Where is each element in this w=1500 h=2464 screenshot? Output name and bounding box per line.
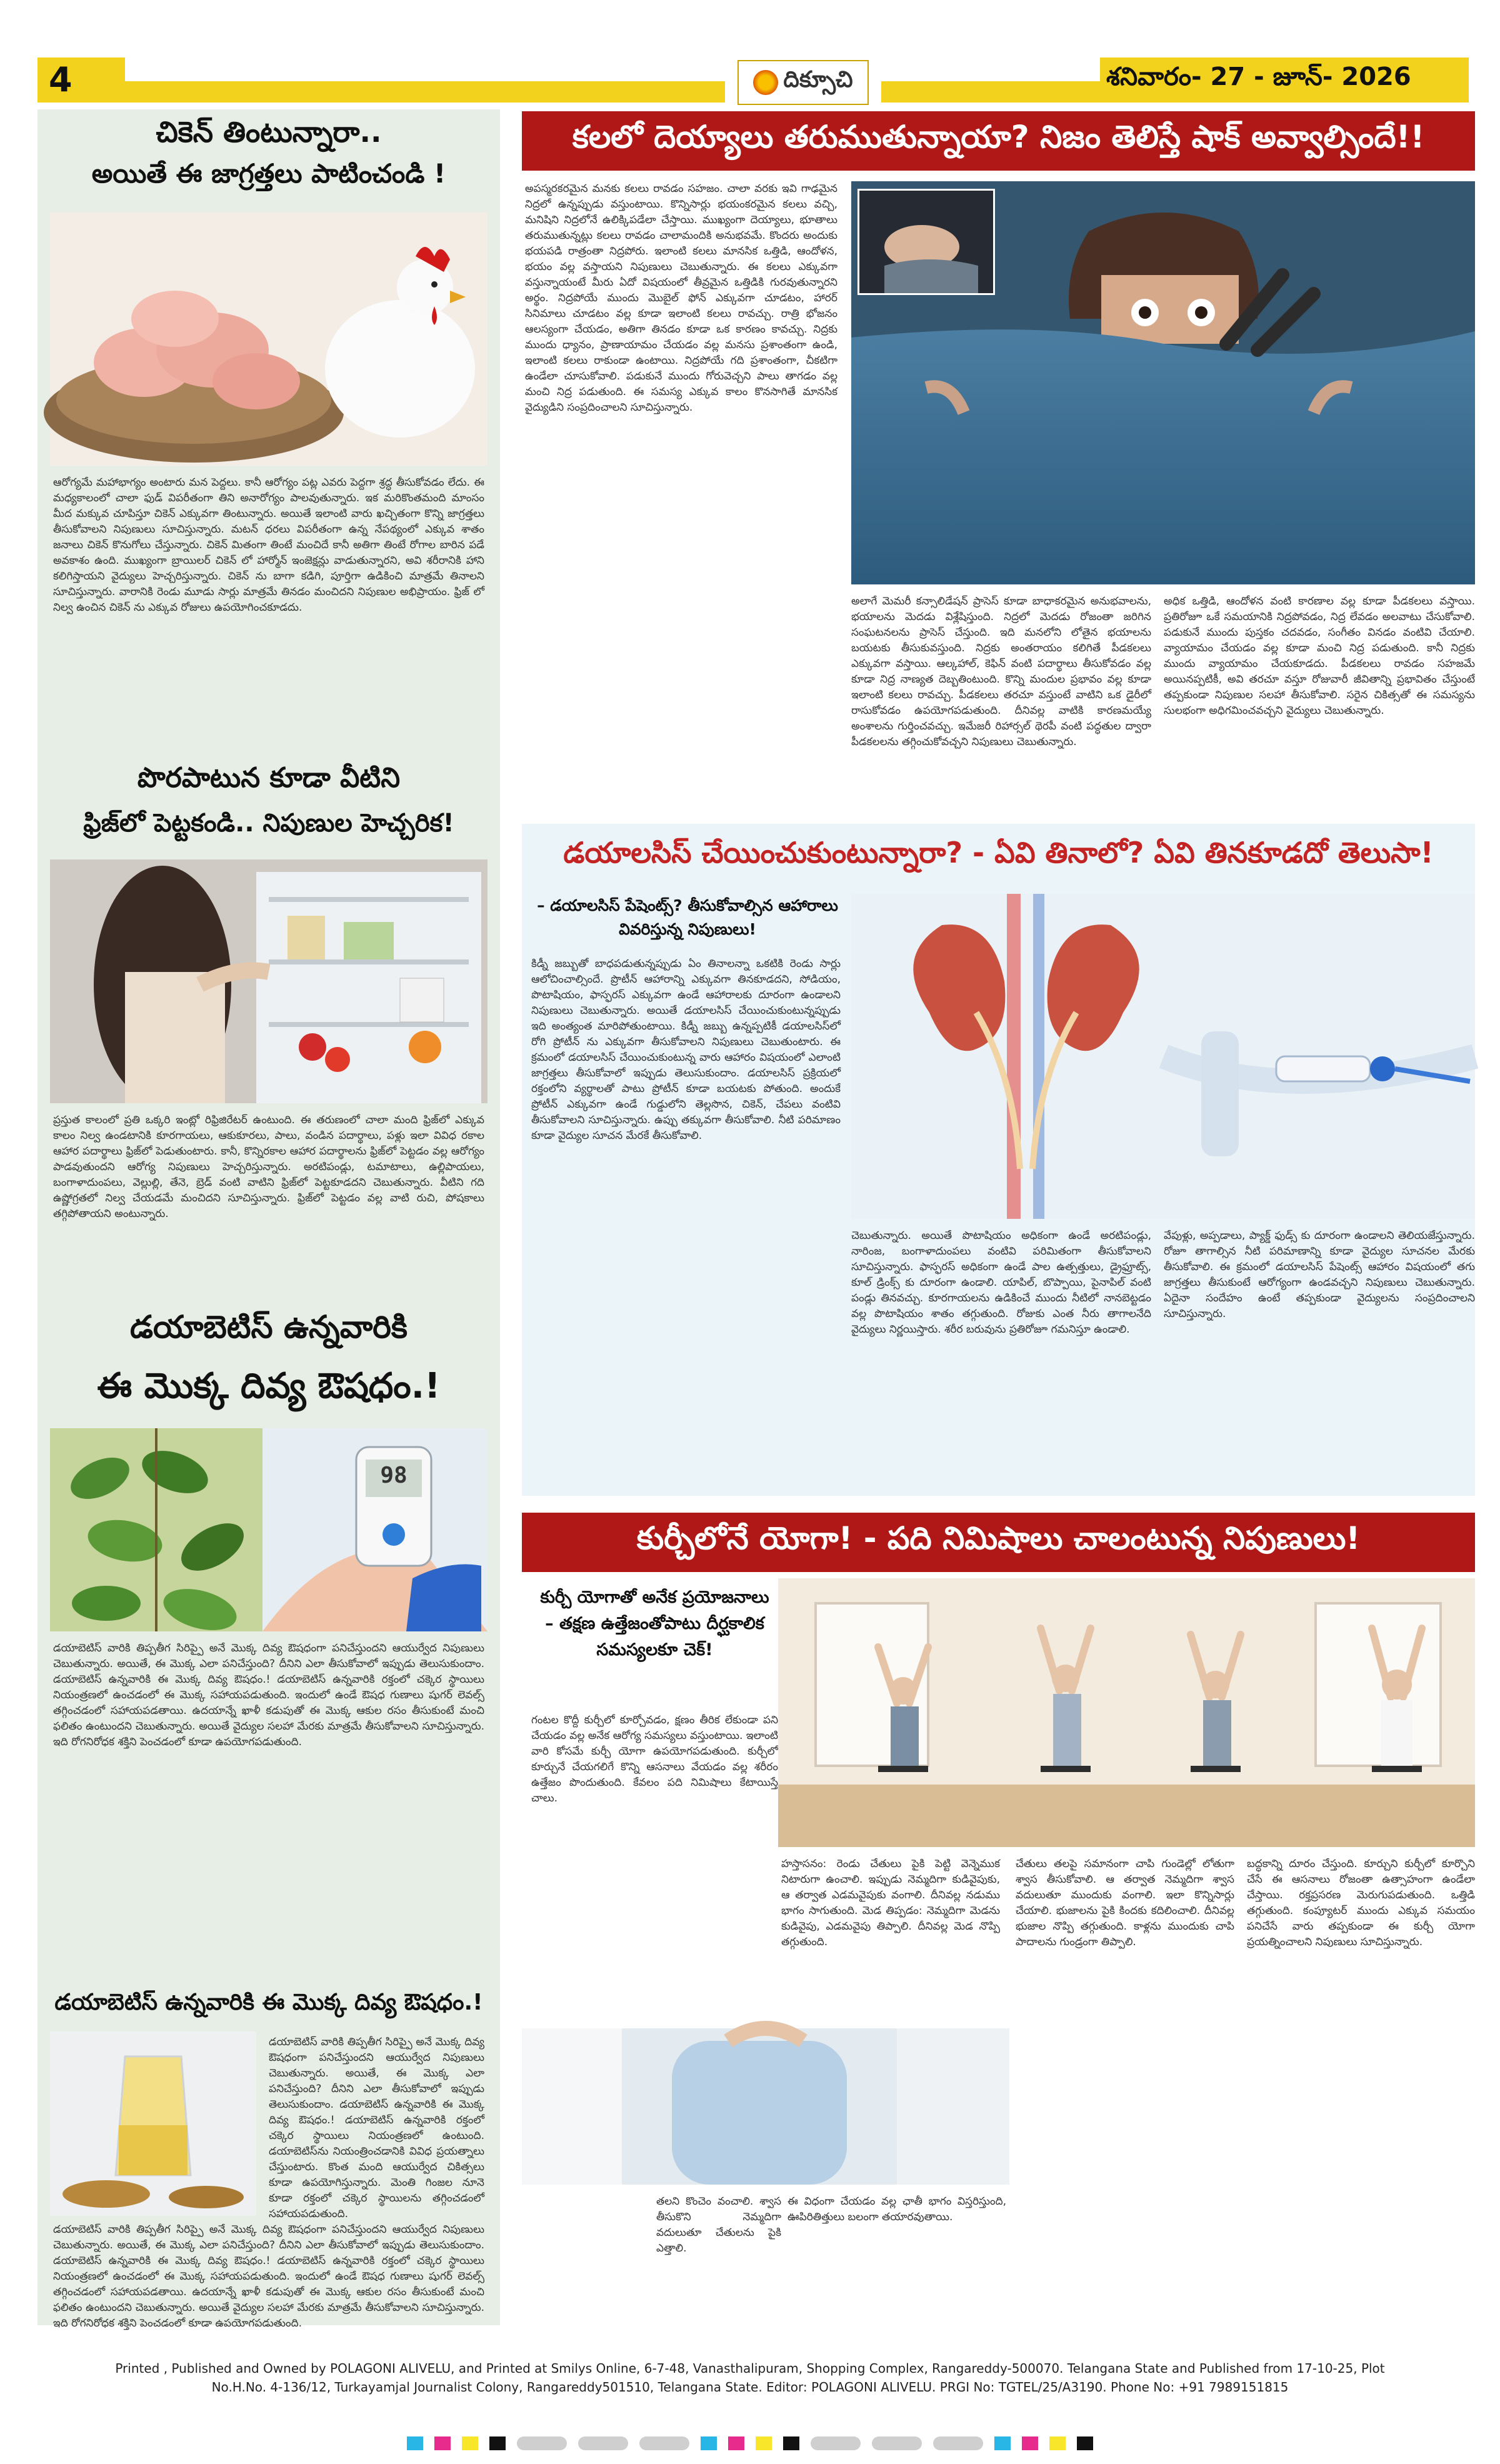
print-color-bar (38, 2435, 1462, 2452)
yoga-article-col-2: చేతులు తలపై సమానంగా చాపి గుండెల్లో లోతుగా శ్వాస తీసుకోవాలి. ఆ తర్వాత నెమ్మదిగా శ్వాస వదులుతూ ముందుకు వంగాలి. ఇలా కొన్నిసార్లు చేయాలి. భుజాలను పైకి కిందకు కదిలించాలి. దీనివల్ల భుజాల నొప్పి తగ్గుతుంది. కాళ్లను ముందుకు చాపి పాదాలను గుండ్రంగా తిప్పాలి. (1016, 1858, 1234, 1948)
yoga-subheadline: కుర్చీ యోగాతో అనేక ప్రయోజనాలు – తక్షణ ఉత్తేజంతోపాటు దీర్ఘకాలిక సమస్యలకూ చెక్! (540, 1588, 769, 1660)
diabetes2-article-body-a: డయాబెటిస్ వారికి తిప్పతీగ సిరిప్పై అనే మొక్క దివ్య ఔషధంగా పనిచేస్తుందని ఆయుర్వేద నిపుణులు చెబుతున్నారు. అయితే, ఈ మొక్క ఎలా పనిచేస్తుంది? దీనిని ఎలా తీసుకోవాలో ఇప్పుడు తెలుసుకుందాం. డయాబెటిస్ ఉన్నవారికి ఈ మొక్క దివ్య ఔషధం.! డయాబెటిస్ ఉన్నవారికి రక్తంలో చక్కెర స్థాయిలు నియంత్రణలో ఉంటుంది. డయాబెటిస్‌ను నియంత్రించడానికి వివిధ ప్రయత్నాలు చేస్తుంటారు. కొంత మంది ఆయుర్వేద చికిత్సలు కూడా ఉపయోగిస్తున్నారు. మెంతి గింజల నూనె కూడా రక్తంలో చక్కెర స్థాయిలను తగ్గించడంలో సహాయపడుతుంది. (269, 2036, 484, 2220)
chicken-headline-2: అయితే ఈ జాగ్రత్తలు పాటించండి ! (91, 158, 446, 189)
dialysis-headline: డయాలసిస్ చేయించుకుంటున్నారా? - ఏవి తినాలో? ఏవి తినకూడదో తెలుసా! (563, 836, 1434, 869)
yoga-article-col-3: బద్ధకాన్ని దూరం చేస్తుంది. కూర్చుని కుర్చీలో కూర్చొని చేసే ఈ ఆసనాలు రోజంతా ఉత్సాహంగా ఉండేలా చేస్తాయి. రక్తప్రసరణ మెరుగుపడుతుంది. ఒత్తిడి తగ్గుతుంది. కంప్యూటర్ ముందు ఎక్కువ సమయం పనిచేసే వారు తప్పకుండా ఈ కుర్చీ యోగా ప్రయత్నించాలని నిపుణులు సూచిస్తున్నారు. (1247, 1858, 1475, 1948)
kidney-dialysis-illustration (851, 894, 1475, 1219)
newspaper-logo (738, 60, 869, 105)
imprint-line-1: Printed , Published and Owned by POLAGONI ALIVELU, and Printed at Smilys Online, 6-7-48, Vanasthalipuram, Shopping Complex, Rangareddy-500070. Telangana State and Published from 17-10-25, Plot (115, 2361, 1385, 2376)
diabetes-headline-2: ఈ మొక్క దివ్య ఔషధం.! (97, 1366, 441, 1406)
dreams-headline-banner: కలలో దెయ్యాలు తరుముతున్నాయా? నిజం తెలిస్తే షాక్ అవ్వాల్సిందే!! (522, 111, 1475, 171)
glucometer-reading: 98 (380, 1463, 408, 1488)
herb-plant-photo (50, 1428, 262, 1631)
yoga-headline-banner: కుర్చీలోనే యోగా! - పది నిమిషాలు చాలంటున్న నిపుణులు! (522, 1513, 1475, 1572)
header-strip-right (881, 81, 1100, 103)
nightmare-inset-photo (858, 189, 995, 295)
chicken-photo (50, 213, 488, 466)
fridge-photo (50, 859, 488, 1103)
diabetes-headline-repeat: డయాబెటిస్ ఉన్నవారికి ఈ మొక్క దివ్య ఔషధం.! (54, 1990, 483, 2015)
fridge-article-body: ప్రస్తుత కాలంలో ప్రతి ఒక్కరి ఇంట్లో రిఫ్రిజిరేటర్ ఉంటుంది. ఈ తరుణంలో చాలా మంది ఫ్రిజ్‌లో ఎక్కువ కాలం నిల్వ ఉండటానికి కూరగాయలు, ఆకుకూరలు, పాలు, వండిన పదార్థాలు, పళ్లు ఇలా వివిధ రకాల ఆహార పదార్థాలు ఫ్రిజ్‌లో పెడుతుంటారు. కానీ, కొన్నిరకాల ఆహార పదార్థాలను ఫ్రిజ్‌లో పెట్టడం వల్ల ఆరోగ్యం పాడవుతుందని ఆరోగ్య నిపుణులు హెచ్చరిస్తున్నారు. అరటిపండ్లు, టమాటాలు, ఉల్లిపాయలు, బంగాళాదుంపలు, వెల్లుల్లి, తేనె, బ్రెడ్ వంటి వాటిని ఫ్రిజ్‌లో పెట్టకూడదని చెబుతున్నారు. వీటిని గది ఉష్ణోగ్రతలో నిల్వ చేయడమే మంచిదని సూచిస్తున్నారు. ఫ్రిజ్‌లో పెట్టడం వల్ల వాటి రుచి, పోషకాలు తగ్గిపోతాయని అంటున్నారు. (53, 1114, 484, 1220)
chair-yoga-photo (778, 1578, 1475, 1847)
dreams-article-col-2: అలాగే మెమరీ కన్సాలిడేషన్ ప్రాసెస్ కూడా బాధాకరమైన అనుభవాలను, భయాలను మెదడు విశ్లేషిస్తుంది. నిద్రలో మెదడు రోజంతా జరిగిన సంఘటనలను ప్రాసెస్ చేస్తుంది. ఇది మనలోని లోతైన భయాలను బయటకు తీసుకువస్తుంది. నిద్రకు అంతరాయం కలిగితే పీడకలలు ఎక్కువగా వస్తాయి. ఆల్కహాల్, కెఫిన్ వంటి పదార్థాలు తీసుకోవడం వల్ల కూడా నిద్ర నాణ్యత దెబ్బతింటుంది. కొన్ని మందుల ప్రభావం వల్ల కూడా ఇలాంటి కలలు రావచ్చు. పీడకలలు తరచూ వస్తుంటే వాటిని ఒక డైరీలో రాసుకోవడం ఉపయోగపడుతుంది. దీనివల్ల వాటికి కారణమయ్యే అంశాలను గుర్తించవచ్చు. ఇమేజరీ రిహార్సల్ థెరపీ వంటి పద్ధతుల ద్వారా పీడకలలను తగ్గించుకోవచ్చని నిపుణులు చెబుతున్నారు. (851, 595, 1151, 748)
issue-date: శనివారం- 27 - జూన్- 2026 (1106, 63, 1411, 91)
diabetes-headline-1: డయాబెటిస్ ఉన్నవారికి (130, 1309, 408, 1345)
yoga-tail-1: తలని కొంచెం వంచాలి. శ్వాస తీసుకొని నెమ్మదిగా వదులుతూ చేతులను పైకి ఎత్తాలి. (656, 2195, 781, 2255)
dreams-article-col-3: అధిక ఒత్తిడి, ఆందోళన వంటి కారణాల వల్ల కూడా పీడకలలు వస్తాయి. ప్రతిరోజూ ఒకే సమయానికి నిద్రపోవడం, నిద్ర లేవడం అలవాటు చేసుకోవాలి. పడుకునే ముందు పుస్తకం చదవడం, సంగీతం వినడం వంటివి చేయాలి. వ్యాయామం చేయడం వల్ల కూడా మంచి నిద్ర పడుతుంది. కానీ నిద్రకు ముందు వ్యాయామం చేయకూడదు. పీడకలలు రావడం సహజమే అయినప్పటికీ, అవి తరచూ వస్తూ రోజువారీ జీవితాన్ని ప్రభావితం చేస్తుంటే తప్పకుండా నిపుణుల సలహా తీసుకోవాలి. సరైన చికిత్సతో ఈ సమస్యను సులభంగా అధిగమించవచ్చని వైద్యులు చెబుతున్నారు. (1164, 595, 1475, 717)
oil-seeds-photo (50, 2031, 256, 2216)
yoga-article-col-1: హస్తాసనం: రెండు చేతులు పైకి పెట్టి వెన్నెముక నిటారుగా ఉంచాలి. ఇప్పుడు నెమ్మదిగా కుడివైపుకు, ఆ తర్వాత ఎడమవైపుకు వంగాలి. దీనివల్ల నడుము భాగం సాగుతుంది. మెడ తిప్పడం: నెమ్మదిగా మెడను కుడివైపు, ఎడమవైపు తిప్పాలి. దీనివల్ల మెడ నొప్పి తగ్గుతుంది. (781, 1858, 1000, 1948)
logo-text: దిక్సూచి (783, 67, 853, 93)
yoga-stretch-photo (522, 2028, 1009, 2185)
fridge-headline-2: ఫ్రిజ్‌లో పెట్టకండి.. నిపుణుల హెచ్చరిక! (83, 809, 454, 838)
dialysis-article-col-3: వేపుళ్లు, అప్పడాలు, ప్యాక్డ్ ఫుడ్స్ కు దూరంగా ఉండాలని తెలియజేస్తున్నారు. రోజూ తాగాల్సిన నీటి పరిమాణాన్ని కూడా వైద్యుల సూచనల మేరకు తీసుకోవాలి. ఈ క్రమంలో డయాలసిస్ పేషెంట్స్ ఆహారం విషయంలో తగు జాగ్రత్తలు తీసుకుంటే ఆరోగ్యంగా ఉండవచ్చని నిపుణులు చెబుతున్నారు. ఏదైనా సందేహం ఉంటే తప్పకుండా వైద్యులను సంప్రదించాలని సూచిస్తున్నారు. (1164, 1229, 1475, 1320)
dialysis-article-col-2: చెబుతున్నారు. అయితే పొటాషియం అధికంగా ఉండే అరటిపండ్లు, నారింజ, బంగాళాదుంపలు వంటివి పరిమితంగా తీసుకోవాలని సూచిస్తున్నారు. ఫాస్ఫరస్ అధికంగా ఉండే పాల ఉత్పత్తులు, డ్రైఫ్రూట్స్, కూల్ డ్రింక్స్ కు దూరంగా ఉండాలి. యాపిల్, బొప్పాయి, పైనాపిల్ వంటి పండ్లు తినవచ్చు. కూరగాయలను ఉడికించే ముందు నీటిలో నానబెట్టడం వల్ల పొటాషియం శాతం తగ్గుతుంది. రోజుకు ఎంత నీరు తాగాలనేది వైద్యులు నిర్ణయిస్తారు. శరీర బరువును ప్రతిరోజూ గమనిస్తూ ఉండాలి. (851, 1229, 1151, 1336)
chicken-article-body: ఆరోగ్యమే మహాభాగ్యం అంటారు మన పెద్దలు. కానీ ఆరోగ్యం పట్ల ఎవరు పెద్దగా శ్రద్ధ తీసుకోవడం లేదు. ఈ మధ్యకాలంలో చాలా ఫుడ్ విపరీతంగా తిని అనారోగ్యం పాలవుతున్నారు. ఇక మరికొంతమంది మాంసం మీద మక్కువ చూపిస్తూ చికెన్ ఎక్కువగా తింటున్నారు. అయితే ఇలాంటి వారు ఖచ్చితంగా కొన్ని జాగ్రత్తలు తీసుకోవాలని నిపుణులు సూచిస్తున్నారు. మటన్ ధరలు విపరీతంగా ఉన్న నేపథ్యంలో ఎక్కువ శాతం జనాలు చికెన్ కొనుగోలు చేస్తున్నారు. చికెన్ మితంగా తింటే మంచిదే కానీ అతిగా తింటే రోగాల బారిన పడే అవకాశం ఉంది. ముఖ్యంగా బ్రాయిలర్ చికెన్ లో హార్మోన్ ఇంజెక్షన్లు వాడుతున్నారని, అవి శరీరానికి హాని కలిగిస్తాయని వైద్యులు హెచ్చరిస్తున్నారు. చికెన్ ను బాగా కడిగి, పూర్తిగా ఉడికించి మాత్రమే తినాలని సూచిస్తున్నారు. వారానికి రెండు మూడు సార్లు మాత్రమే తినడం మంచిదని నిపుణుల అభిప్రాయం. ఫ్రిజ్ లో నిల్వ ఉంచిన చికెన్ ను ఎక్కువ రోజులు ఉపయోగించకూడదు. (53, 476, 484, 614)
compass-icon (753, 70, 778, 95)
chicken-headline-1: చికెన్ తింటున్నారా.. (156, 115, 382, 149)
nightmare-photo (851, 181, 1475, 584)
fridge-headline-1: పొరపాటున కూడా వీటిని (137, 762, 401, 794)
imprint-footer (38, 2350, 1462, 2425)
yoga-tail-2: ఈ విధంగా చేయడం వల్ల ఛాతీ భాగం విస్తరిస్తుంది, ఊపిరితిత్తులు బలంగా తయారవుతాయి. (788, 2195, 1006, 2223)
diabetes2-article-body-b: డయాబెటిస్ వారికి తిప్పతీగ సిరిప్పై అనే మొక్క దివ్య ఔషధంగా పనిచేస్తుందని ఆయుర్వేద నిపుణులు చెబుతున్నారు. అయితే, ఈ మొక్క ఎలా పనిచేస్తుంది? దీనిని ఎలా తీసుకోవాలో ఇప్పుడు తెలుసుకుందాం. డయాబెటిస్ ఉన్నవారికి ఈ మొక్క దివ్య ఔషధం.! డయాబెటిస్ ఉన్నవారికి రక్తంలో చక్కెర స్థాయిలు నియంత్రణలో ఉంచడంలో ఈ మొక్క సహాయపడుతుంది. ఇందులో ఉండే ఔషధ గుణాలు షుగర్ లెవల్స్ తగ్గించడంలో సహాయపడతాయి. ఉదయాన్నే ఖాళీ కడుపుతో ఈ మొక్క ఆకుల రసం తీసుకుంటే మంచి ఫలితం ఉంటుందని చెబుతున్నారు. అయితే వైద్యుల సలహా మేరకు మాత్రమే తీసుకోవాలని సూచిస్తున్నారు. ఇది రోగనిరోధక శక్తిని పెంచడంలో కూడా ఉపయోగపడుతుంది. (53, 2223, 484, 2330)
glucometer-photo (262, 1428, 488, 1631)
imprint-line-2: No.H.No. 4-136/12, Turkayamjal Journalist Colony, Rangareddy501510, Telangana State. Editor: POLAGONI ALIVELU. PRGI No: TGTEL/25/A3190. Phone No: +91 7989151815 (211, 2380, 1289, 2395)
yoga-article-intro: గంటల కొద్దీ కుర్చీలో కూర్చోవడం, క్షణం తీరిక లేకుండా పని చేయడం వల్ల అనేక ఆరోగ్య సమస్యలు వస్తుంటాయి. ఇలాంటి వారి కోసమే కుర్చీ యోగా ఉపయోగపడుతుంది. కుర్చీలో కూర్చునే చేయగలిగే కొన్ని ఆసనాలు వేయడం వల్ల శరీరం ఉత్తేజం పొందుతుంది. కేవలం పది నిమిషాలు కేటాయిస్తే చాలు. (531, 1714, 778, 1805)
dreams-article-col-1: అపస్మరకరమైన మనకు కలలు రావడం సహజం. చాలా వరకు ఇవి గాఢమైన నిద్రలో ఉన్నప్పుడు వస్తుంటాయి. కొన్నిసార్లు భయంకరమైన కలలు వచ్చి, మనిషిని నిద్రలోనే ఉలిక్కిపడేలా చేస్తాయి. ముఖ్యంగా దెయ్యాలు, భూతాలు తరుముతున్నట్లు కలలు రావడం చాలామందికి అనుభవమే. కొందరు అందుకు భయపడి రాత్రంతా నిద్రపోరు. ఇలాంటి కలలు మానసిక ఒత్తిడి, ఆందోళన, భయం వల్ల వస్తాయని నిపుణులు చెబుతున్నారు. ఈ కలలు ఎక్కువగా వస్తున్నాయంటే మీరు ఏదో విషయంలో తీవ్రమైన ఒత్తిడికి గురవుతున్నారని అర్థం. నిద్రపోయే ముందు మొబైల్ ఫోన్ ఎక్కువగా చూడటం, హారర్ సినిమాలు చూడటం వల్ల కూడా ఇలాంటి కలలు రావచ్చు. రాత్రి భోజనం ఆలస్యంగా చేయడం, అతిగా తినడం కూడా ఒక కారణం కావచ్చు. నిద్రకు ముందు ధ్యానం, ప్రాణాయామం చేయడం వల్ల మనసు ప్రశాంతంగా ఉండి, ఇలాంటి కలలు రాకుండా ఉంటాయి. నిద్రపోయే గది ప్రశాంతంగా, చీకటిగా ఉండేలా చూసుకోవాలి. పడుకునే ముందు గోరువెచ్చని పాలు తాగడం వల్ల మంచి నిద్ర పడుతుంది. ఈ సమస్య ఎక్కువ కాలం కొనసాగితే మానసిక వైద్యుడిని సంప్రదించాలని సూచిస్తున్నారు. (525, 183, 838, 414)
page-number: 4 (49, 60, 72, 99)
dialysis-article-col-1: కిడ్నీ జబ్బుతో బాధపడుతున్నప్పుడు ఏం తినాలన్నా ఒకటికి రెండు సార్లు ఆలోచించాల్సిందే. ప్రొటీన్ ఆహారాన్ని ఎక్కువగా తినకూడదని, సోడియం, పొటాషియం, ఫాస్ఫరస్ ఎక్కువగా ఉండే ఆహారాలకు దూరంగా ఉండాలని నిపుణులు చెబుతున్నారు. అయితే డయాలసిస్ చేయించుకుంటున్నప్పుడు ఇది అంత్యంత మారిపోతుంటాయి. కిడ్నీ జబ్బు ఉన్నప్పటికీ డయాలసిస్‌లో రోగి ప్రోటీన్ ను ఎక్కువగా తీసుకోవాలని నిపుణులు చెబుతుంటారు. ఈ క్రమంలో డయాలసిస్ చేయించుకుంటున్న వారు ఆహారం విషయంలో ఎలాంటి జాగ్రత్తలు తీసుకోవాలో ఇప్పుడు తెలుసుకుందాం. డయాలసిస్ ప్రక్రియలో రక్తంలోని వ్యర్థాలతో పాటు ప్రోటీన్ కూడా బయటకు పోతుంది. అందుకే ప్రోటీన్ ఎక్కువగా ఉండే గుడ్డులోని తెల్లసొన, చికెన్, చేపలు వంటివి తీసుకోవాలని సూచిస్తున్నారు. ఉప్పు తక్కువగా తీసుకోవాలి. నీటి పరిమాణం కూడా వైద్యుల సూచన మేరకే తీసుకోవాలి. (531, 958, 841, 1142)
header-strip-left (125, 81, 725, 103)
dialysis-subheadline: – డయాలసిస్ పేషెంట్స్? తీసుకోవాల్సిన ఆహారాలు వివరిస్తున్న నిపుణులు! (537, 896, 838, 938)
diabetes-article-body: డయాబెటిస్ వారికి తిప్పతీగ సిరిప్పై అనే మొక్క దివ్య ఔషధంగా పనిచేస్తుందని ఆయుర్వేద నిపుణులు చెబుతున్నారు. అయితే, ఈ మొక్క ఎలా పనిచేస్తుంది? దీనిని ఎలా తీసుకోవాలో ఇప్పుడు తెలుసుకుందాం. డయాబెటిస్ ఉన్నవారికి ఈ మొక్క దివ్య ఔషధం.! డయాబెటిస్ ఉన్నవారికి రక్తంలో చక్కెర స్థాయిలు నియంత్రణలో ఉంచడంలో ఈ మొక్క సహాయపడుతుంది. ఇందులో ఉండే ఔషధ గుణాలు షుగర్ లెవల్స్ తగ్గించడంలో సహాయపడతాయి. ఉదయాన్నే ఖాళీ కడుపుతో ఈ మొక్క ఆకుల రసం తీసుకుంటే మంచి ఫలితం ఉంటుందని చెబుతున్నారు. అయితే వైద్యుల సలహా మేరకు మాత్రమే తీసుకోవాలని సూచిస్తున్నారు. ఇది రోగనిరోధక శక్తిని పెంచడంలో కూడా ఉపయోగపడుతుంది. (53, 1642, 484, 1748)
